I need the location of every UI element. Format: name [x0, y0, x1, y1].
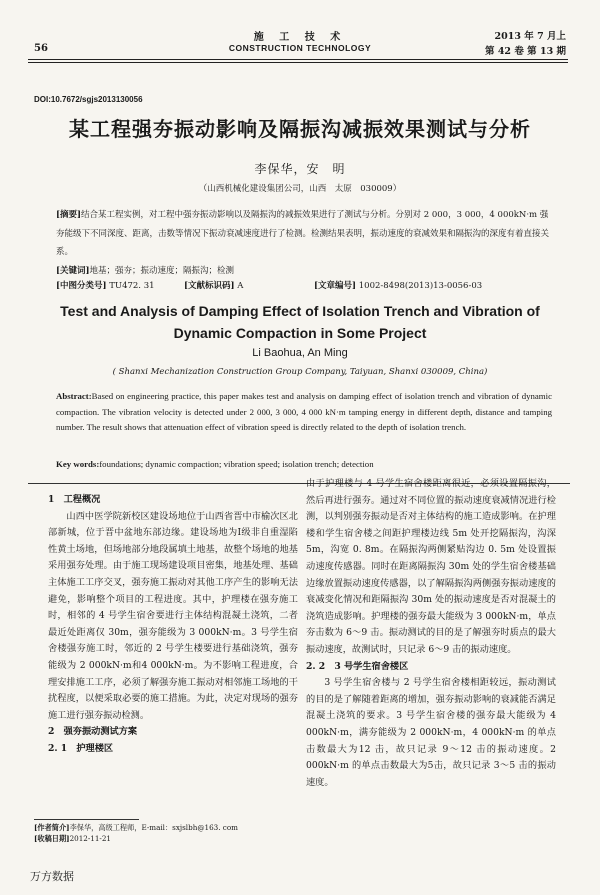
footnote-received: 2012-11-21	[69, 834, 112, 843]
abstract-en	[56, 389, 552, 436]
volume-issue: 第 42 卷 第 13 期	[485, 46, 566, 57]
section-1-heading: 1 工程概况	[48, 494, 101, 505]
affiliation-cn: （山西机械化建设集团公司，山西 太原 030009）	[198, 184, 402, 194]
footnote-rule	[34, 819, 139, 820]
doc-code-label: [文献标识码]	[184, 281, 235, 291]
section-2-heading: 2 强夯振动测试方案	[48, 726, 138, 738]
section-2-1-heading: 2. 1 护理楼区	[48, 742, 114, 754]
paper-title-cn: 某工程强夯振动影响及隔振沟减振效果测试与分析	[69, 117, 531, 141]
authors-cn: 李保华，安 明	[254, 162, 346, 176]
authors-en: Li Baohua, An Ming	[252, 347, 348, 359]
abstract-en-text: Based on engineering practice, this paper makes test and analysis on damping effect of isolation trench and vibration of dynamic compaction. The vibration velocity is detected under 2 000, 3 000, 4 000 kN·m tamping energy in different depth, distance and tamping number. The result shows that attenuation effect of vibration speed is directly related to the depth of isolation trench.	[56, 391, 552, 433]
header-rule-thin	[28, 62, 568, 63]
body-column-right	[306, 476, 556, 791]
paper-title-en: Test and Analysis of Damping Effect of Isolation Trench and Vibration of Dynamic Compaction in Some Project	[60, 303, 540, 341]
keywords-en-row	[56, 459, 556, 469]
article-no-value: 1002-8498(2013)13-0056-03	[358, 281, 483, 291]
page-number: 56	[34, 43, 48, 54]
footnote-author-label: [作者简介]	[34, 823, 70, 832]
footnote-author: 李保华，高级工程师，E-mail：sxjslbh@163. com	[69, 823, 238, 832]
doi: DOI:10.7672/sgjs2013130056	[34, 95, 143, 104]
body-column-left	[48, 492, 298, 758]
keywords-en: foundations; dynamic compaction; vibration speed; isolation trench; detection	[99, 459, 374, 469]
footnote-received-label: [收稿日期]	[34, 834, 70, 843]
issue-date: 2013 年 7 月上	[494, 31, 566, 42]
section-2-1-paragraph: 由于护理楼与 4 号学生宿舍楼距离很近，必须设置隔振沟，然后再进行强夯。通过对不同位置的振动速度衰减情况进行检测，以判别强夯振动是否对主体结构的施工造成影响。在护理楼和学生宿舍楼之间距护理楼边线 5m 处开挖隔振沟，沟深 5m，沟宽 0. 8m。在隔振沟两侧紧贴沟边 0. 5m 处设置振动速度传感器。同时在距离隔振沟 30m 处的学生宿舍楼基础边缘放置振动速度传感器，以了解隔振沟两侧强夯振动速度的衰减变化情况和距隔振沟 30m 处的振动速度是否对混凝土的浇筑造成影响。护理楼的强夯最大能级为 3 000kN·m，单点夯击数为 6～9 击。振动测试的目的是了解强夯时质点的最大振动速度，故测试时，只记录 6～9 击的振动速度。	[306, 478, 556, 655]
abstract-cn-text: 结合某工程实例，对工程中强夯振动影响以及隔振沟的减振效果进行了测试与分析。分别对 2 000，3 000，4 000kN·m 强夯能级下不同深度、距离，击数等情况下振动衰减速度进行了检测。检测结果表明，振动速度的衰减效果和隔振沟的深度有着直接关系。	[56, 210, 550, 257]
footnote	[34, 822, 238, 844]
section-1-paragraph: 山西中医学院新校区建设场地位于山西省晋中市榆次区北部新城，位于晋中盆地东部边缘。建设场地为Ⅰ级非自重湿陷性黄土场地，但场地部分地段属填土地基，故整个场地的地基采用强夯处理。由于施工现场建设项目密集，地基处理、基础主体施工工序交叉，强夯施工振动对其他工序产生的影响无法避免，影响整个项目的工程进度。其中，护理楼在强夯施工时，相邻的 4 号学生宿舍要进行主体结构混凝土浇筑，二者最近处距离仅 30m，强夯能级为 3 000kN·m。3 号学生宿舍楼强夯施工时，邻近的 2 号学生楼要进行基础浇筑，强夯能级为 2 000kN·m和4 000kN·m。为不影响工程进度，合理安排施工工序，必须了解强夯施工振动对相邻施工场地的干扰程度，以便采取必要的施工措施。为此，决定对现场的强夯施工进行强夯振动检测。	[48, 510, 298, 721]
journal-title-en: CONSTRUCTION TECHNOLOGY	[228, 43, 372, 53]
abstract-en-label: Abstract:	[56, 391, 92, 401]
article-no-label: [文章编号]	[314, 281, 357, 291]
keywords-cn: 地基；强夯；振动速度；隔振沟；检测	[89, 265, 235, 276]
clc-value: TU472. 31	[109, 281, 155, 291]
watermark: 万方数据	[30, 871, 74, 883]
keywords-en-label: Key words:	[56, 459, 100, 469]
abstract-cn-label: [摘要]	[56, 210, 82, 220]
journal-title-cn: 施 工 技 术	[253, 32, 347, 43]
header-rule	[28, 59, 568, 60]
abstract-cn	[56, 206, 552, 280]
clc-label: [中图分类号]	[56, 281, 107, 291]
section-2-2-heading: 2. 2 3 号学生宿舍楼区	[306, 660, 409, 672]
keywords-cn-label: [关键词]	[56, 265, 90, 276]
doc-code-value: A	[237, 281, 244, 291]
section-2-2-paragraph: 3 号学生宿舍楼与 2 号学生宿舍楼相距较远，振动测试的目的是了解随着距离的增加，强夯振动影响的衰减能否满足混凝土浇筑的要求。3 号学生宿舍楼的强夯最大能级为 4 000kN·m，满夯能级为 2 000kN·m，4 000kN·m 的单点击数最大为12 击，故只记录 9～12 击的振动速度。2 000kN·m 的单点击数最大为5击，故只记录 3～5 击的振动速度。	[306, 677, 556, 788]
affiliation-en: ( Shanxi Mechanization Construction Group Company, Taiyuan, Shanxi 030009, China)	[112, 367, 488, 377]
